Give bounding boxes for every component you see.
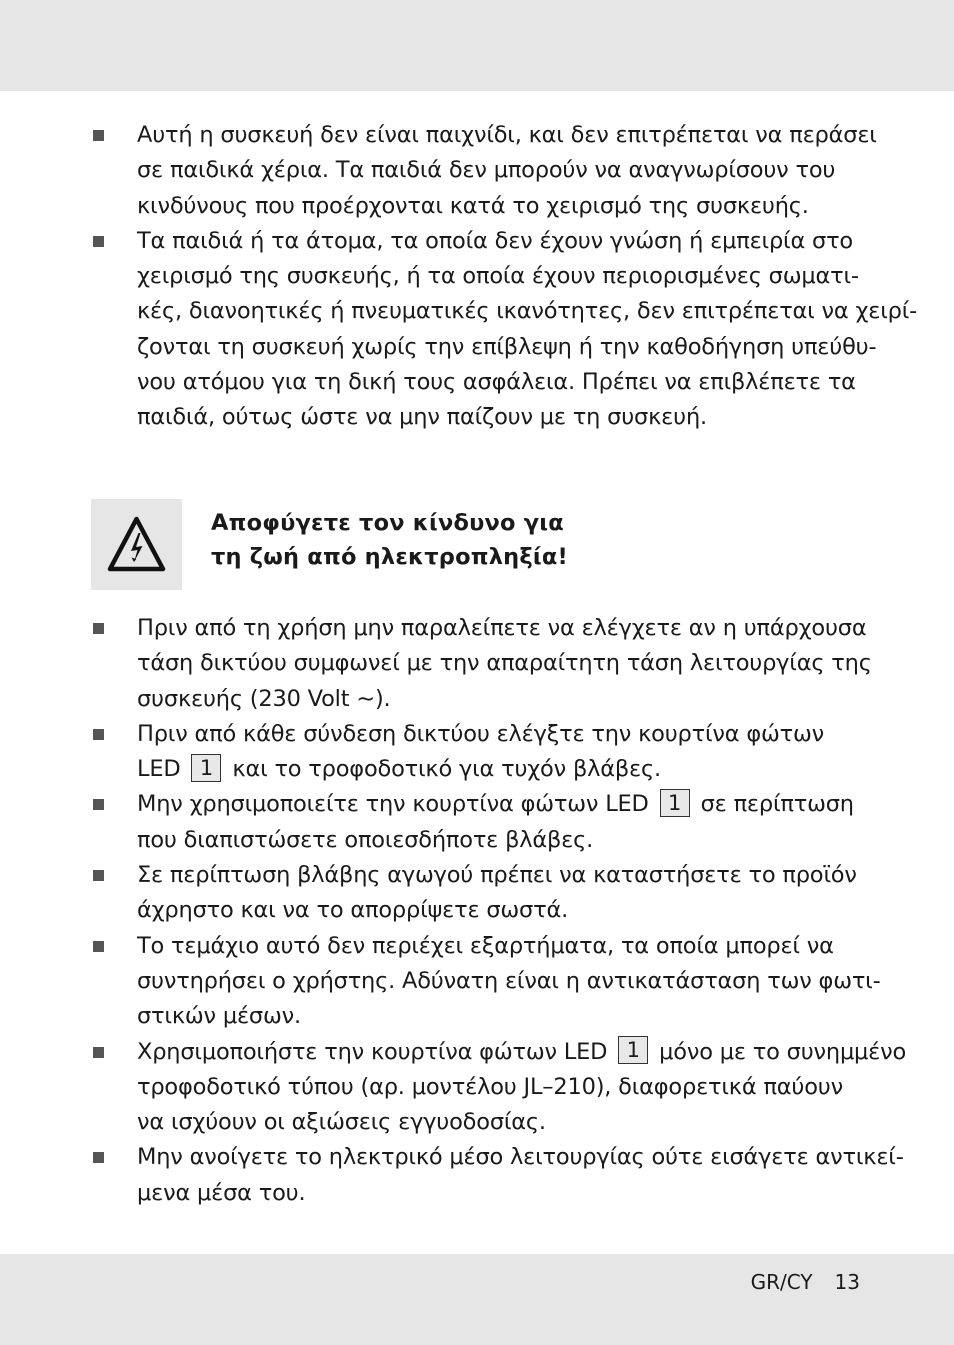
- text-line: άχρηστο και να το απορρίψετε σωστά.: [137, 897, 569, 924]
- text-line: συσκευής (230 Volt ∼).: [137, 685, 391, 712]
- text-line: ζονται τη συσκευή χωρίς την επίβλεψη ή την καθοδήγηση υπεύθυ-: [137, 333, 877, 360]
- text-line: Πριν από κάθε σύνδεση δικτύου ελέγξτε την κουρτίνα φώτων: [137, 720, 824, 747]
- bullet-square-icon: [93, 130, 104, 141]
- text-line: μενα μέσα του.: [137, 1179, 306, 1206]
- text-line: που διαπιστώσετε οποιεσδήποτε βλάβες.: [137, 826, 594, 853]
- text-line: Μην ανοίγετε το ηλεκτρικό μέσο λειτουργίας ούτε εισάγετε αντικεί-: [137, 1144, 904, 1171]
- list-item: [91, 858, 871, 929]
- text-line: νου ατόμου για τη δική τους ασφάλεια. Πρέπει να επιβλέπετε τα: [137, 369, 856, 396]
- list-item: [91, 1140, 904, 1211]
- footer-region: GR/CY: [750, 1270, 813, 1294]
- text-line: τάση δικτύου συμφωνεί με την απαραίτητη τάση λειτουργίας της: [137, 650, 872, 677]
- text-line: Τα παιδιά ή τα άτομα, τα οποία δεν έχουν γνώση ή εμπειρία στο: [137, 227, 853, 254]
- part-reference-badge: 1: [618, 1036, 648, 1064]
- warning-title-line: τη ζωή από ηλεκτροπληξία!: [211, 544, 568, 570]
- text-fragment: Χρησιμοποιήστε την κουρτίνα φώτων LED: [137, 1038, 608, 1065]
- text-fragment: και το τροφοδοτικό για τυχόν βλάβες.: [232, 756, 661, 783]
- header-band: [0, 0, 954, 91]
- bullet-square-icon: [93, 729, 104, 740]
- text-line: κινδύνους που προέρχονται κατά το χειρισμό της συσκευής.: [137, 192, 809, 219]
- text-fragment: LED: [137, 756, 181, 783]
- electric-shock-warning-icon: [91, 499, 182, 590]
- text-line: κές, διανοητικές ή πνευματικές ικανότητες, δεν επιτρέπεται να χειρί-: [137, 298, 918, 325]
- text-line: [137, 1035, 907, 1070]
- bullet-square-icon: [93, 870, 104, 881]
- bullet-square-icon: [93, 236, 104, 247]
- text-line: παιδιά, ούτως ώστε να μην παίζουν με τη συσκευή.: [137, 404, 707, 431]
- bullet-square-icon: [93, 1152, 104, 1163]
- text-line: συντηρήσει ο χρήστης. Αδύνατη είναι η αντικατάσταση των φωτι-: [137, 967, 881, 994]
- list-item: [91, 717, 871, 788]
- text-line: Το τεμάχιο αυτό δεν περιέχει εξαρτήματα, τα οποία μπορεί να: [137, 932, 834, 959]
- part-reference-badge: 1: [191, 754, 221, 782]
- text-fragment: Μην χρησιμοποιείτε την κουρτίνα φώτων LED: [137, 791, 649, 818]
- warning-icon-box: [91, 499, 182, 590]
- list-item: [91, 118, 877, 224]
- text-line: Πριν από τη χρήση μην παραλείπετε να ελέγχετε αν η υπάρχουσα: [137, 615, 867, 641]
- text-line: χειρισμό της συσκευής, ή τα οποία έχουν περιορισμένες σωματι-: [137, 263, 859, 290]
- safety-list-children: [91, 118, 918, 436]
- text-line: Σε περίπτωση βλάβης αγωγού πρέπει να καταστήσετε το προϊόν: [137, 862, 857, 889]
- list-item: [91, 611, 871, 717]
- list-item: [91, 224, 918, 436]
- bullet-square-icon: [93, 623, 104, 634]
- warning-title-line: Αποφύγετε τον κίνδυνο για: [211, 510, 564, 536]
- text-line: σε παιδικά χέρια. Τα παιδιά δεν μπορούν να αναγνωρίσουν του: [137, 157, 836, 184]
- list-item: [91, 1035, 907, 1141]
- text-line: [137, 787, 871, 822]
- text-line: Αυτή η συσκευή δεν είναι παιχνίδι, και δεν επιτρέπεται να περάσει: [137, 122, 877, 148]
- warning-heading: [211, 506, 568, 574]
- text-fragment: μόνο με το συνημμένο: [659, 1038, 907, 1065]
- page-number: 13: [834, 1270, 860, 1294]
- part-reference-badge: 1: [660, 789, 690, 817]
- list-item: [91, 929, 881, 1035]
- text-fragment: σε περίπτωση: [700, 791, 854, 818]
- text-line: [137, 752, 871, 787]
- text-line: να ισχύουν οι αξιώσεις εγγυοδοσίας.: [137, 1109, 546, 1136]
- bullet-square-icon: [93, 941, 104, 952]
- bullet-square-icon: [93, 799, 104, 810]
- text-line: τροφοδοτικό τύπου (αρ. μοντέλου JL–210), διαφορετικά παύουν: [137, 1073, 843, 1100]
- bullet-square-icon: [93, 1047, 104, 1058]
- text-line: στικών μέσων.: [137, 1003, 301, 1030]
- safety-list-electric: [91, 611, 907, 1211]
- list-item: [91, 787, 871, 858]
- page-footer: [751, 1268, 860, 1296]
